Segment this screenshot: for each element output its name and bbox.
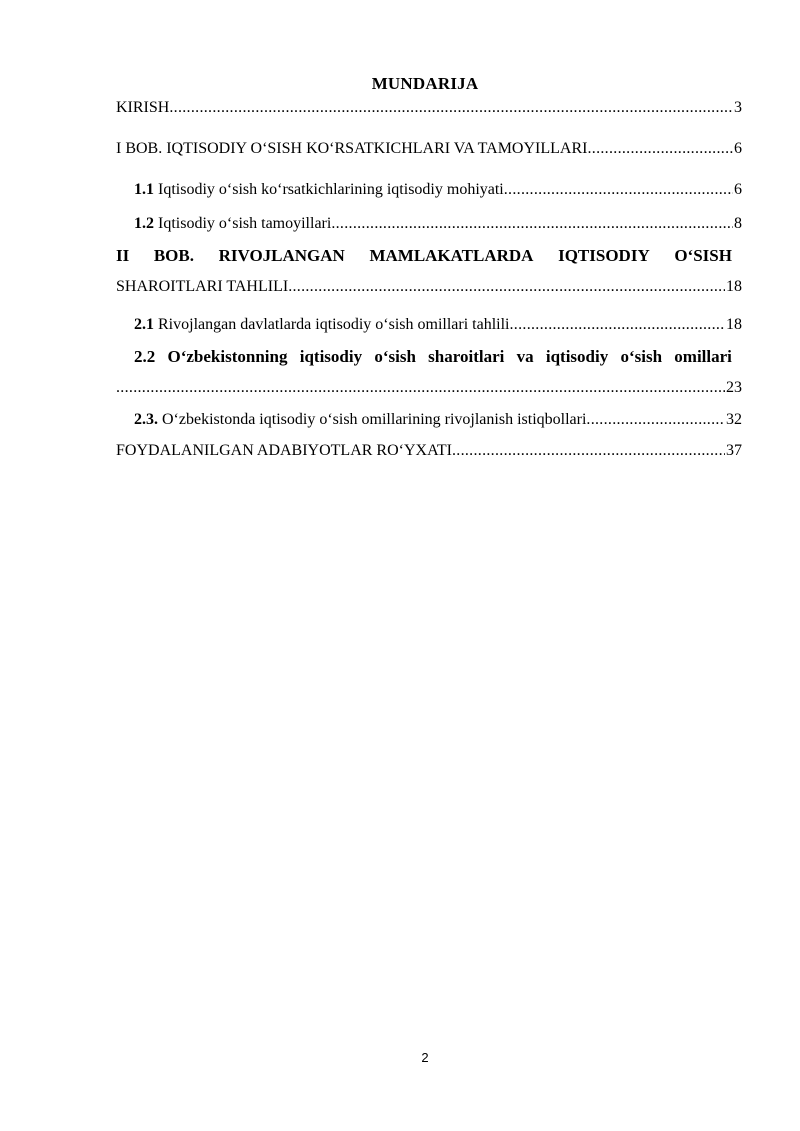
toc-page-number: 18 [726,316,742,333]
toc-entry-bob1[interactable] [116,137,742,161]
toc-entry-text: O‘zbekistonda iqtisodiy o‘sish omillarining rivojlanish istiqbollari [158,411,587,428]
dot-leader [587,137,733,161]
dot-leader [510,313,726,337]
heading-word: omillari [674,347,732,366]
heading-word: RIVOJLANGAN [218,246,345,265]
heading-word: va [516,347,534,366]
heading-word: II [116,246,130,265]
heading-word: iqtisodiy [299,347,363,366]
toc-page-number: 6 [734,140,742,157]
toc-entry-heading-line [116,345,742,369]
toc-entry-2-2[interactable] [116,345,742,400]
toc-entry-1-2[interactable] [116,212,742,236]
dot-leader [504,178,733,202]
toc-page-number: 23 [726,379,742,396]
heading-word: sharoitlari [428,347,505,366]
table-of-contents [116,96,742,463]
toc-entry-text: Rivojlangan davlatlarda iqtisodiy o‘sish omillari tahlili [154,316,510,333]
toc-page-number: 8 [734,215,742,232]
section-number: 2.3. [134,411,158,428]
heading-word: iqtisodiy [545,347,609,366]
dot-leader [331,212,733,236]
heading-word: BOB. [153,246,194,265]
dot-leader [586,408,725,432]
toc-entry-text: Iqtisodiy o‘sish tamoyillari [154,215,332,232]
toc-entry-1-1[interactable] [116,178,742,202]
dot-leader [116,376,725,400]
toc-page-number: 18 [726,278,742,295]
toc-entry-heading-line [116,244,742,268]
section-number: 2.1 [134,316,154,333]
toc-page-number: 6 [734,181,742,198]
toc-title: MUNDARIJA [371,74,479,93]
toc-entry-text: KIRISH [116,99,170,116]
toc-entry-text: I BOB. IQTISODIY O‘SISH KO‘RSATKICHLARI VA TAMOYILLARI [116,140,588,157]
heading-word: o‘sish [620,347,663,366]
toc-entry-text: Iqtisodiy o‘sish ko‘rsatkichlarining iqtisodiy mohiyati [154,181,504,198]
dot-leader [452,439,725,463]
section-number: 1.1 [134,181,154,198]
dot-leader [288,275,725,299]
toc-entry-2-3[interactable] [116,408,742,432]
toc-entry-text: FOYDALANILGAN ADABIYOTLAR RO‘YXATI [116,442,452,459]
heading-word: MAMLAKATLARDA [369,246,534,265]
toc-entry-adabiyotlar[interactable] [116,439,742,463]
toc-entry-bob2[interactable] [116,244,742,299]
dot-leader [169,96,733,120]
heading-word: o‘sish [374,347,416,366]
heading-word: O‘SISH [674,246,732,265]
toc-entry-2-1[interactable] [116,313,742,337]
toc-page-number: 3 [734,99,742,116]
toc-page-number: 32 [726,411,742,428]
page-number: 2 [421,1050,429,1065]
toc-entry-kirish[interactable] [116,96,742,120]
heading-word: 2.2 [134,347,156,366]
section-number: 1.2 [134,215,154,232]
heading-word: O‘zbekistonning [167,347,288,366]
toc-entry-text: SHAROITLARI TAHLILI [116,278,289,295]
heading-word: IQTISODIY [558,246,650,265]
toc-page-number: 37 [726,442,742,459]
